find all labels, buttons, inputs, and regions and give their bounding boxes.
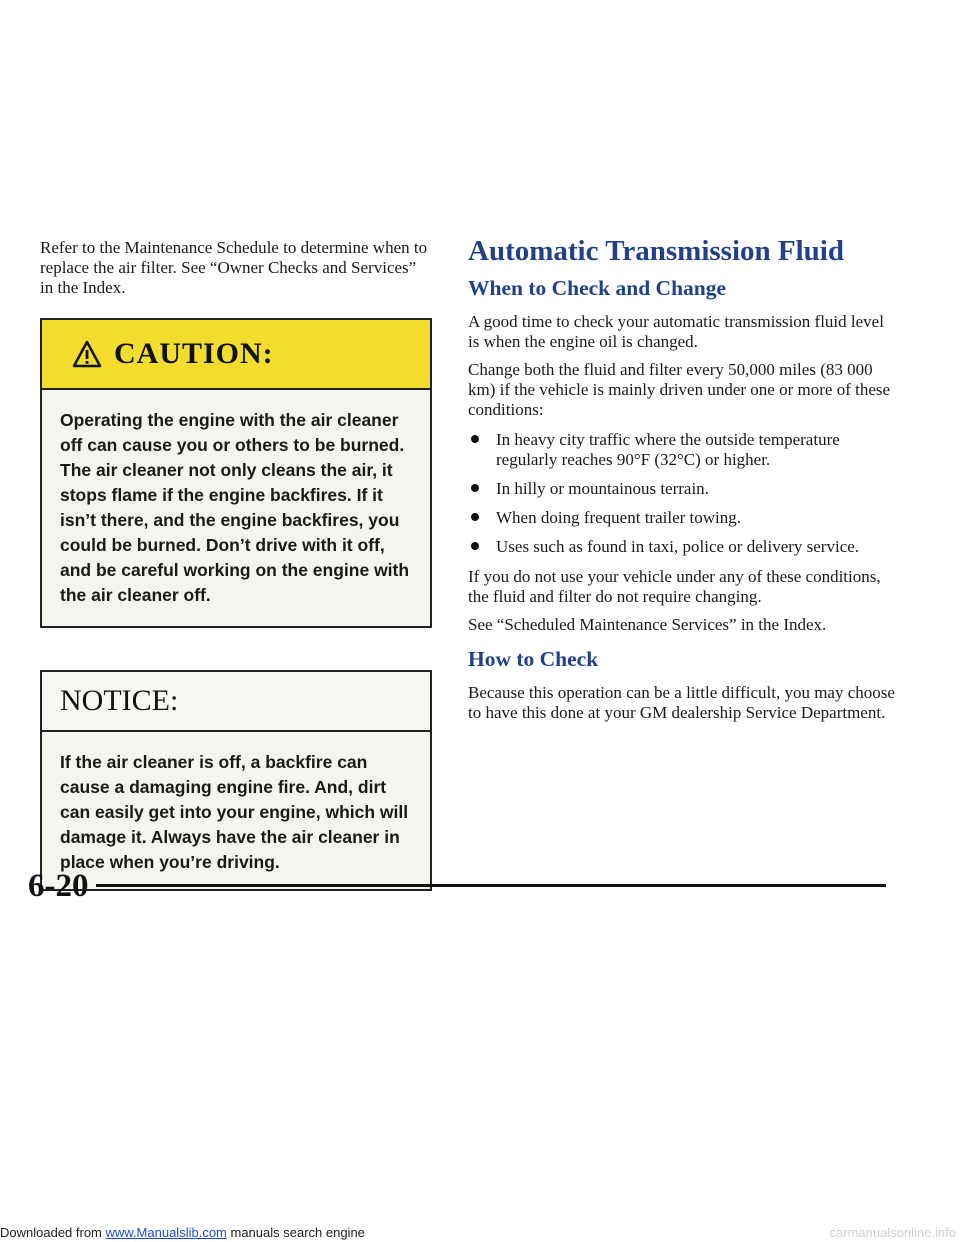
bullet-icon [471, 484, 479, 492]
check-paragraph-1: A good time to check your automatic transmission fluid level is when the engine oil is changed. [468, 312, 884, 351]
bullet-icon [471, 513, 479, 521]
warning-triangle-icon [72, 340, 102, 368]
left-column [40, 238, 432, 891]
caution-box [40, 318, 432, 628]
how-to-check-heading: How to Check [468, 647, 599, 671]
footer-suffix: manuals search engine [226, 1225, 365, 1240]
list-item: In hilly or mountainous terrain. [468, 479, 898, 499]
caution-label: CAUTION: [114, 337, 274, 370]
notice-text: If the air cleaner is off, a backfire can cause a damaging engine fire. And, dirt can easily get into your engine, which will damage it. Always have the air cleaner in place when you’re driving. [60, 752, 409, 872]
section-title: Automatic Transmission Fluid [468, 235, 844, 267]
page-number: 6-20 [28, 868, 89, 904]
caution-header [42, 320, 430, 390]
right-column [468, 235, 898, 731]
list-item: In heavy city traffic where the outside temperature regularly reaches 90°F (32°C) or higher. [468, 430, 898, 470]
notice-label: NOTICE: [60, 684, 179, 717]
list-item: Uses such as found in taxi, police or delivery service. [468, 537, 898, 557]
footer-prefix: Downloaded from [0, 1225, 106, 1240]
download-footer [0, 1223, 960, 1242]
when-to-check-heading: When to Check and Change [468, 276, 727, 300]
check-paragraph-4: See “Scheduled Maintenance Services” in the Index. [468, 615, 827, 634]
watermark-brand: carmanualsonline.info [829, 1225, 956, 1240]
bullet-icon [471, 435, 479, 443]
notice-box [40, 670, 432, 891]
intro-paragraph: Refer to the Maintenance Schedule to determine when to replace the air filter. See “Owner Checks and Services” in the Index. [40, 238, 428, 297]
how-paragraph: Because this operation can be a little difficult, you may choose to have this done at your GM dealership Service Department. [468, 683, 895, 722]
check-paragraph-2: Change both the fluid and filter every 50,000 miles (83 000 km) if the vehicle is mainly driven under one or more of these conditions: [468, 360, 891, 419]
notice-header [42, 672, 430, 732]
check-paragraph-3: If you do not use your vehicle under any of these conditions, the fluid and filter do not require changing. [468, 567, 881, 606]
caution-text: Operating the engine with the air cleaner off can cause you or others to be burned. The air cleaner not only cleans the air, it stops flame if the engine backfires. If it isn’t there, and the engine backfires, you could be burned. Don’t drive with it off, and be careful working on the engine with the air cleaner off. [60, 410, 410, 605]
bullet-icon [471, 542, 479, 550]
footer-rule [96, 884, 886, 887]
list-item: When doing frequent trailer towing. [468, 508, 898, 528]
conditions-list [468, 430, 898, 557]
manualslib-link[interactable]: www.Manualslib.com [105, 1225, 227, 1240]
